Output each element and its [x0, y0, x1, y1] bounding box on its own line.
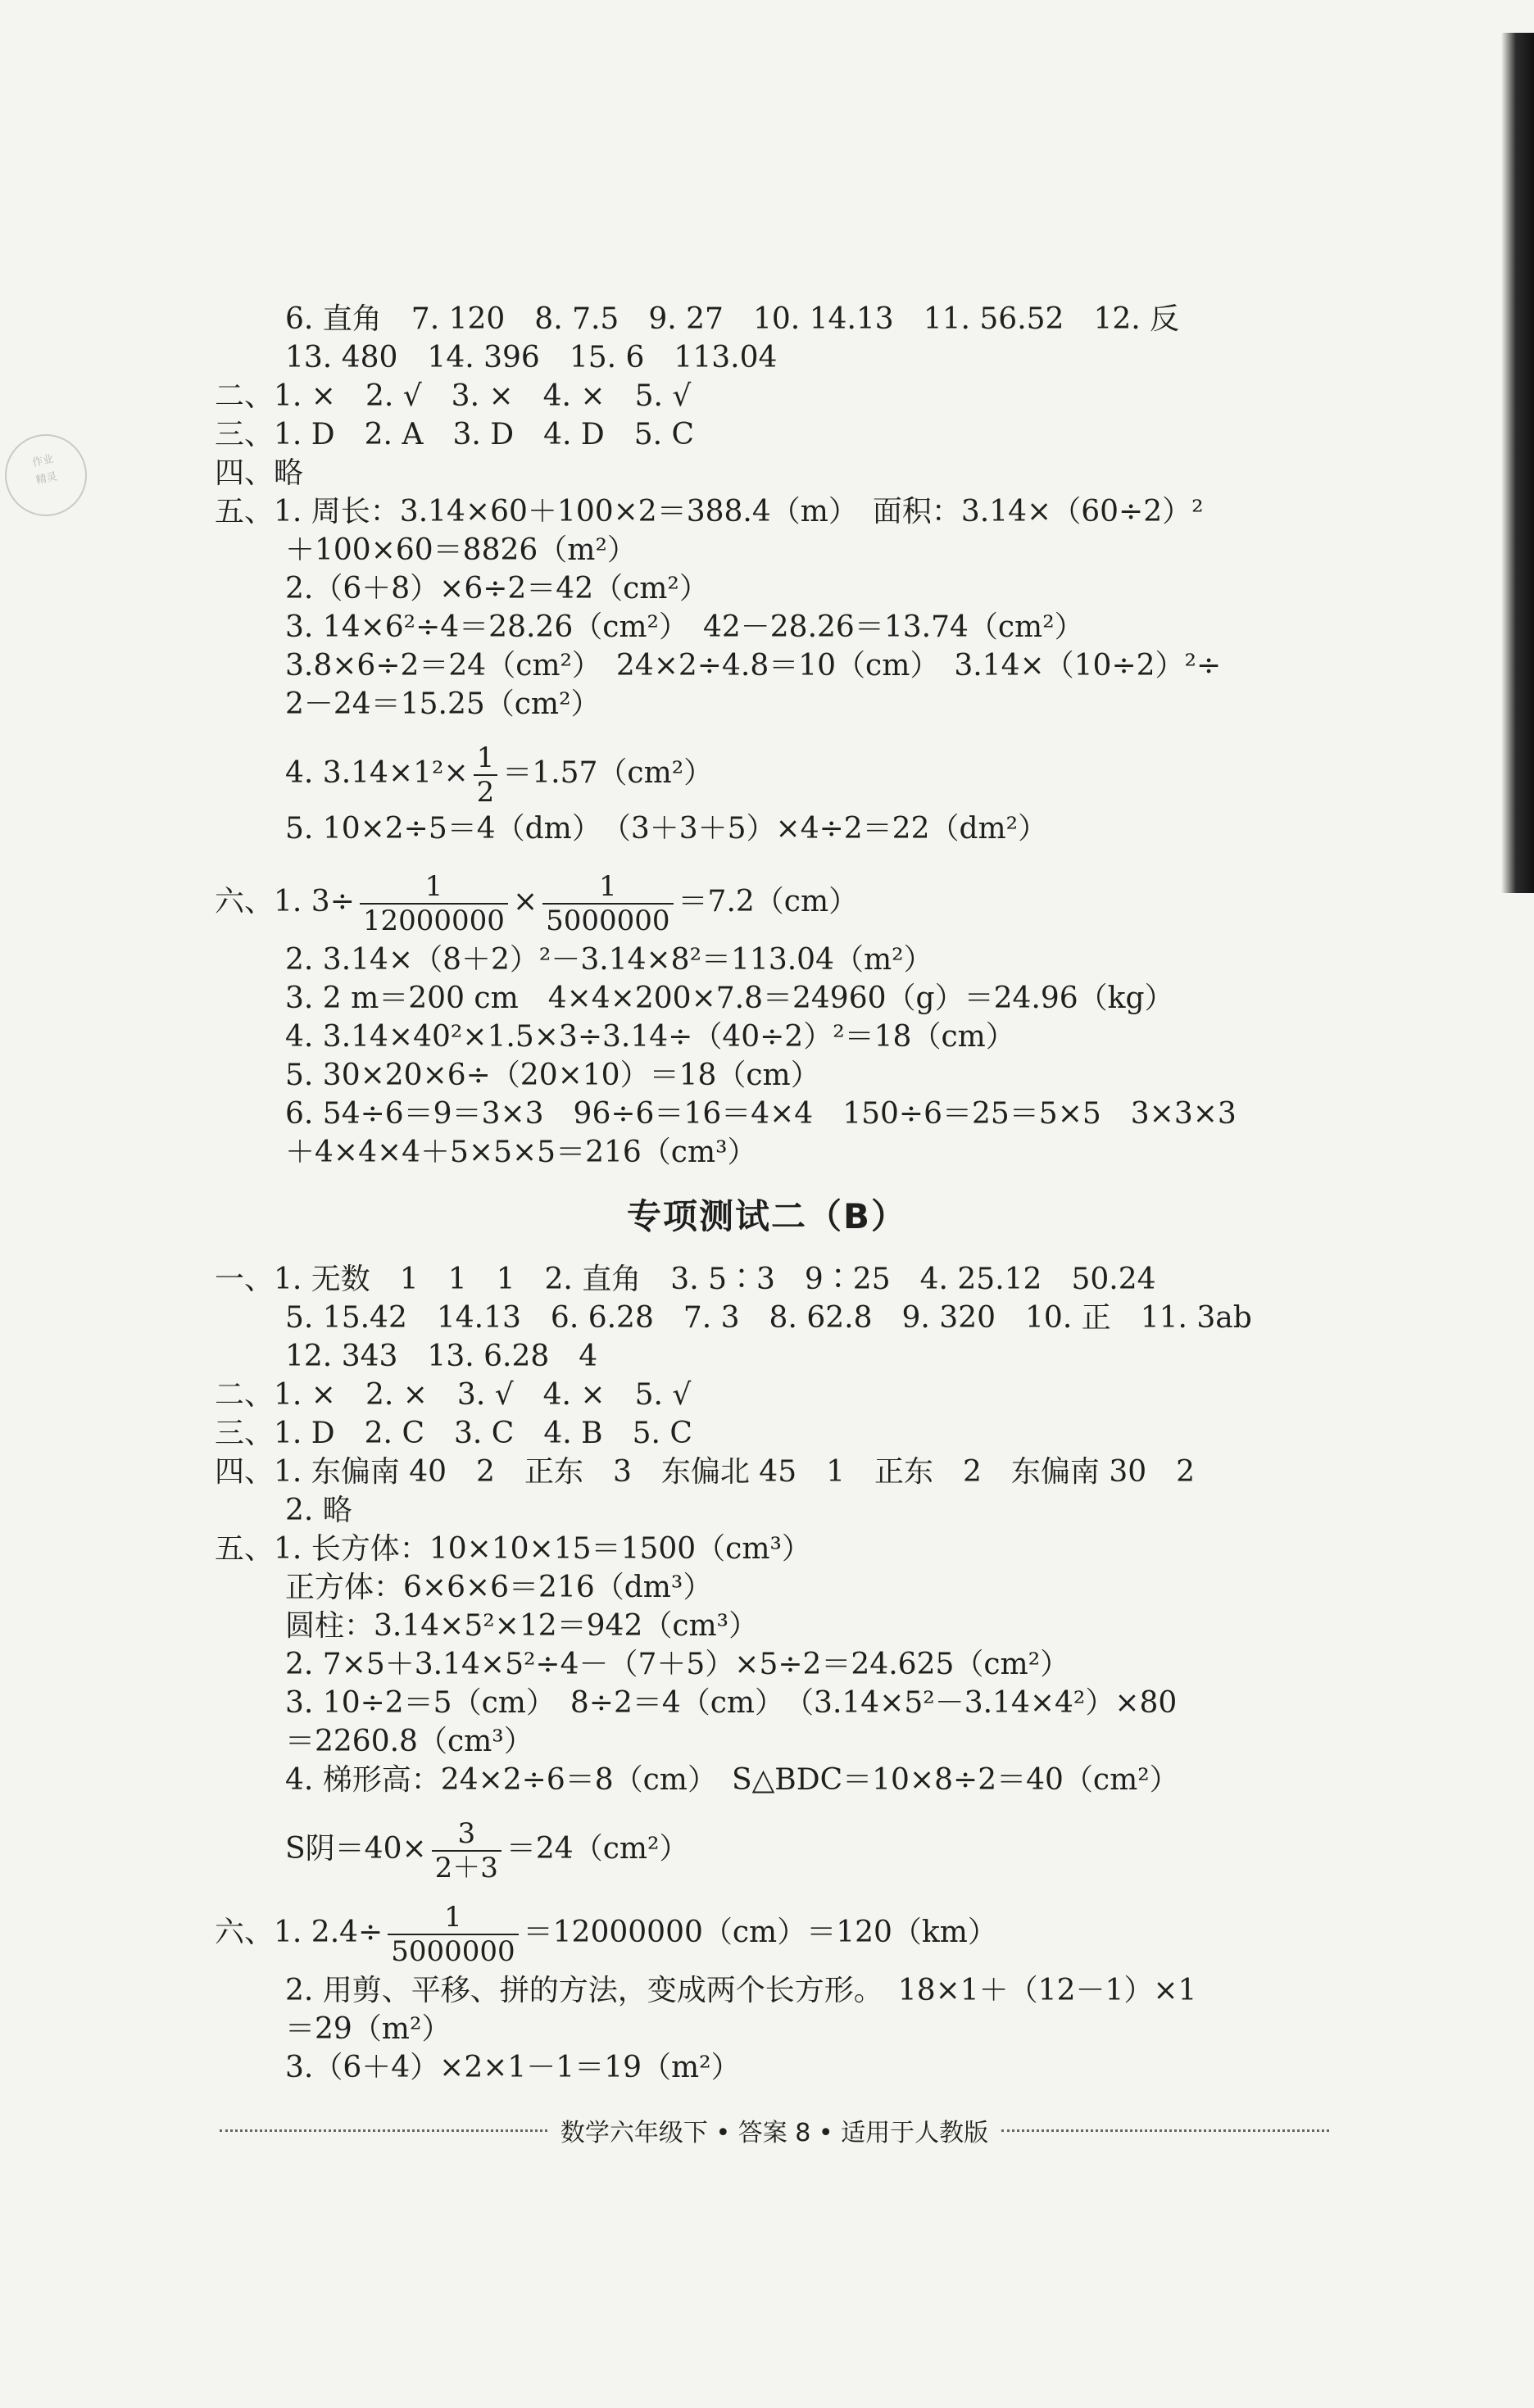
footer-dotted-rule: [1001, 2129, 1329, 2132]
numerator: 3: [457, 1817, 476, 1850]
fraction: [388, 1901, 518, 1968]
answer-line-with-fraction: [215, 1901, 997, 1968]
denominator: 5000000: [388, 1934, 518, 1968]
text: ＝12000000（cm）＝120（km）: [523, 1916, 997, 1949]
answer-line: 3.8×6÷2＝24（cm²） 24×2÷4.8＝10（cm） 3.14×（10÷2）²÷: [285, 649, 1222, 682]
answer-line: 3. 14×6²÷4＝28.26（cm²） 42－28.26＝13.74（cm²）: [285, 610, 1084, 644]
answer-line: 圆柱：3.14×5²×12＝942（cm³）: [285, 1609, 759, 1643]
answer-line: 二、1. × 2. √ 3. × 4. × 5. √: [215, 379, 692, 413]
answer-line: 4. 3.14×40²×1.5×3÷3.14÷（40÷2）²＝18（cm）: [285, 1020, 1015, 1054]
answer-line: 2.（6＋8）×6÷2＝42（cm²）: [285, 572, 709, 605]
numerator: 1: [424, 870, 443, 903]
page-footer: [220, 2114, 1329, 2147]
answer-line: 3. 2 m＝200 cm 4×4×200×7.8＝24960（g）＝24.96（kg）: [285, 982, 1174, 1015]
answer-line: ＋100×60＝8826（m²）: [285, 533, 637, 567]
answer-line: 2. 3.14×（8＋2）²－3.14×8²＝113.04（m²）: [285, 943, 933, 977]
answer-line: ＝29（m²）: [285, 2012, 452, 2046]
numerator: 1: [444, 1901, 462, 1934]
watermark-stamp: 作业 精灵: [0, 427, 94, 524]
answer-line-with-fraction: [215, 870, 858, 937]
answer-line: 6. 直角 7. 120 8. 7.5 9. 27 10. 14.13 11. 56.52 12. 反: [285, 302, 1180, 336]
text: ＝7.2（cm）: [678, 885, 859, 918]
answer-line: 2. 略: [285, 1494, 352, 1527]
answer-line: 正方体：6×6×6＝216（dm³）: [285, 1571, 713, 1604]
footer-dotted-rule: [220, 2129, 547, 2132]
text: ＝24（cm²）: [506, 1832, 689, 1866]
answer-line: 一、1. 无数 1 1 1 2. 直角 3. 5∶3 9∶25 4. 25.12 50.24: [215, 1263, 1156, 1296]
answer-line: 6. 54÷6＝9＝3×3 96÷6＝16＝4×4 150÷6＝25＝5×5 3×3×3: [285, 1097, 1237, 1131]
text: 六、1. 3÷: [215, 885, 355, 918]
denominator: 5000000: [542, 903, 673, 937]
numerator: 1: [476, 741, 495, 774]
denominator: 2: [474, 774, 498, 809]
answer-line: 四、1. 东偏南 40 2 正东 3 东偏北 45 1 正东 2 东偏南 30 2: [215, 1455, 1196, 1489]
answer-line: 2. 用剪、平移、拼的方法，变成两个长方形。 18×1＋（12－1）×1: [285, 1974, 1197, 2007]
answer-line: 五、1. 长方体：10×10×15＝1500（cm³）: [215, 1532, 811, 1566]
text: ＝1.57（cm²）: [502, 756, 714, 790]
section-title: 专项测试二（B）: [626, 1196, 907, 1236]
answer-line: 13. 480 14. 396 15. 6 113.04: [285, 341, 778, 374]
answer-line: 12. 343 13. 6.28 4: [285, 1340, 598, 1373]
answer-line: 4. 梯形高：24×2÷6＝8（cm） S△BDC＝10×8÷2＝40（cm²）: [285, 1763, 1179, 1797]
answer-line: 5. 30×20×6÷（20×10）＝18（cm）: [285, 1059, 820, 1092]
text: 4. 3.14×1²×: [285, 756, 469, 790]
fraction: [432, 1817, 502, 1884]
text: ×: [512, 885, 538, 918]
answer-line: ＝2260.8（cm³）: [285, 1725, 533, 1758]
answer-line: 五、1. 周长：3.14×60＋100×2＝388.4（m） 面积：3.14×（60÷2）²: [215, 495, 1204, 528]
answer-line: ＋4×4×4＋5×5×5＝216（cm³）: [285, 1136, 757, 1169]
text: 六、1. 2.4÷: [215, 1916, 384, 1949]
numerator: 1: [599, 870, 617, 903]
denominator: 12000000: [360, 903, 508, 937]
scan-edge-shadow: [1501, 33, 1534, 893]
fraction: [474, 741, 498, 809]
answer-line-with-fraction: [285, 1817, 688, 1884]
denominator: 2＋3: [432, 1850, 502, 1884]
answer-line: 5. 10×2÷5＝4（dm） （3＋3＋5）×4÷2＝22（dm²）: [285, 812, 1048, 846]
answer-line-with-fraction: [285, 741, 713, 809]
answer-line: 3.（6＋4）×2×1－1＝19（m²）: [285, 2051, 741, 2084]
answer-line: 二、1. × 2. × 3. √ 4. × 5. √: [215, 1378, 692, 1412]
answer-line: 三、1. D 2. C 3. C 4. B 5. C: [215, 1417, 692, 1450]
fraction: [360, 870, 508, 937]
answer-line: 5. 15.42 14.13 6. 6.28 7. 3 8. 62.8 9. 320 10. 正 11. 3ab: [285, 1301, 1252, 1335]
answer-line: 四、略: [215, 456, 304, 490]
text: S阴＝40×: [285, 1832, 427, 1866]
fraction: [542, 870, 673, 937]
footer-text: 数学六年级下 • 答案 8 • 适用于人教版: [560, 2119, 989, 2147]
answer-line: 三、1. D 2. A 3. D 4. D 5. C: [215, 418, 695, 451]
answer-line: 2－24＝15.25（cm²）: [285, 687, 601, 721]
answer-line: 3. 10÷2＝5（cm） 8÷2＝4（cm） （3.14×5²－3.14×4²）×80: [285, 1686, 1178, 1720]
answer-line: 2. 7×5＋3.14×5²÷4－（7＋5）×5÷2＝24.625（cm²）: [285, 1648, 1070, 1681]
